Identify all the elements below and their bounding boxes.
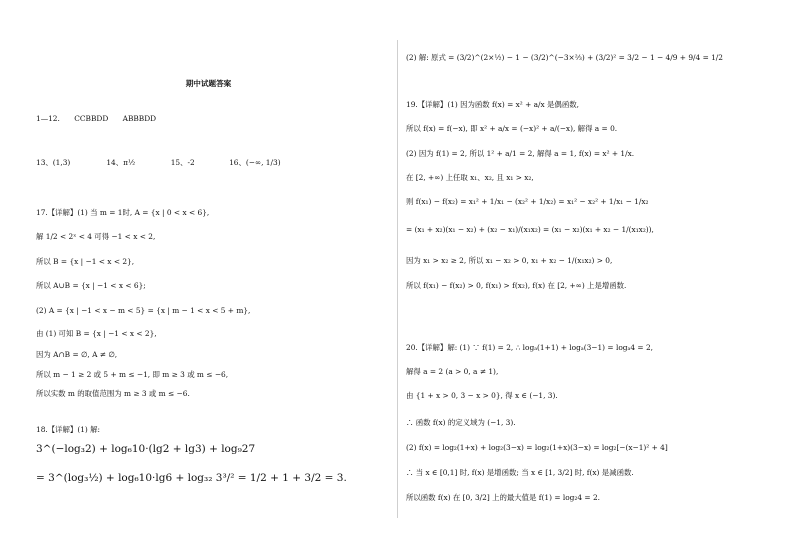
answer-14: 14、π½ bbox=[106, 158, 136, 167]
q17-line-3: 所以 B = {x | −1 < x < 2}, bbox=[36, 257, 135, 266]
q17-line-9: 所以实数 m 的取值范围为 m ≥ 3 或 m ≤ −6. bbox=[36, 389, 190, 398]
q19-line-6: = (x₁ + x₂)(x₁ − x₂) + (x₂ − x₁)/(x₁x₂) = (x₁ − x₂)(x₁ + x₂ − 1/(x₁x₂)), bbox=[406, 225, 654, 234]
q17-line-8: 所以 m − 1 ≥ 2 或 5 + m ≤ −1, 即 m ≥ 3 或 m ≤ −6, bbox=[36, 370, 229, 379]
q17-line-5: (2) A = {x | −1 < x − m < 5} = {x | m − 1 < x < 5 + m}, bbox=[36, 306, 251, 315]
q17-line-2: 解 1/2 < 2ˣ < 4 可得 −1 < x < 2, bbox=[36, 232, 156, 241]
q18-line-1: 18.【详解】(1) 解: bbox=[36, 425, 101, 434]
q19-line-5: 则 f(x₁) − f(x₂) = x₁² + 1/x₁ − (x₂² + 1/x₂) = x₁² − x₂² + 1/x₁ − 1/x₂ bbox=[406, 197, 649, 206]
fill-in-answers bbox=[36, 158, 281, 167]
choice-group-1: CCBBDD bbox=[74, 114, 109, 123]
column-divider bbox=[397, 40, 398, 518]
q18-part2: (2) 解: 原式 = (3/2)^(2×½) − 1 − (3/2)^(−3×⅔) + (3/2)² = 3/2 − 1 − 4/9 + 9/4 = 1/2 bbox=[406, 53, 724, 62]
q20-line-1: 20.【详解】解: (1) ∵ f(1) = 2, ∴ logₐ(1+1) + logₐ(3−1) = logₐ4 = 2, bbox=[406, 343, 653, 352]
q20-line-4: ∴ 函数 f(x) 的定义域为 (−1, 3). bbox=[406, 418, 516, 427]
q17-line-1: 17.【详解】(1) 当 m = 1时, A = {x | 0 < x < 6}, bbox=[36, 208, 210, 217]
q19-line-4: 在 [2, +∞) 上任取 x₁、x₂, 且 x₁ > x₂, bbox=[406, 173, 534, 182]
answer-13: 13、(1,3) bbox=[36, 158, 71, 167]
q18-line-3: = 3^(log₃½) + log₆10·lg6 + log₃₂ 3³/² = 1/2 + 1 + 3/2 = 3. bbox=[36, 472, 347, 484]
q17-line-4: 所以 A∪B = {x | −1 < x < 6}; bbox=[36, 281, 146, 290]
q20-line-2: 解得 a = 2 (a > 0, a ≠ 1), bbox=[406, 367, 499, 376]
choice-group-2: ABBBDD bbox=[122, 114, 157, 123]
q19-line-3: (2) 因为 f(1) = 2, 所以 1² + a/1 = 2, 解得 a = 1, f(x) = x² + 1/x. bbox=[406, 149, 635, 158]
q20-line-6: ∴ 当 x ∈ [0,1] 时, f(x) 是增函数; 当 x ∈ [1, 3/2] 时, f(x) 是减函数. bbox=[406, 468, 634, 477]
q20-line-5: (2) f(x) = log₂(1+x) + log₂(3−x) = log₂(1+x)(3−x) = log₂[−(x−1)² + 4] bbox=[406, 443, 668, 452]
choice-answers bbox=[36, 114, 168, 123]
answer-16: 16、(−∞, 1/3) bbox=[229, 158, 281, 167]
q20-line-3: 由 {1 + x > 0, 3 − x > 0}, 得 x ∈ (−1, 3). bbox=[406, 391, 558, 400]
page-title: 期中试题答案 bbox=[185, 79, 232, 88]
q19-line-1: 19.【详解】(1) 因为函数 f(x) = x² + a/x 是偶函数, bbox=[406, 100, 579, 109]
q19-line-8: 所以 f(x₁) − f(x₂) > 0, f(x₁) > f(x₂), f(x) 在 [2, +∞) 上是增函数. bbox=[406, 281, 627, 290]
q20-line-7: 所以函数 f(x) 在 [0, 3/2] 上的最大值是 f(1) = log₂4 = 2. bbox=[406, 493, 601, 502]
q17-line-7: 因为 A∩B = ∅, A ≠ ∅, bbox=[36, 350, 118, 359]
q19-line-7: 因为 x₁ > x₂ ≥ 2, 所以 x₁ − x₂ > 0, x₁ + x₂ − 1/(x₁x₂) > 0, bbox=[406, 256, 613, 265]
q17-line-6: 由 (1) 可知 B = {x | −1 < x < 2}, bbox=[36, 329, 157, 338]
q19-line-2: 所以 f(x) = f(−x), 即 x² + a/x = (−x)² + a/(−x), 解得 a = 0. bbox=[406, 124, 618, 133]
answer-15: 15、-2 bbox=[170, 158, 195, 167]
q18-line-2: 3^(−log₃2) + log₆10·(lg2 + lg3) + log₉27 bbox=[36, 443, 256, 455]
choice-range: 1—12. bbox=[36, 114, 60, 123]
